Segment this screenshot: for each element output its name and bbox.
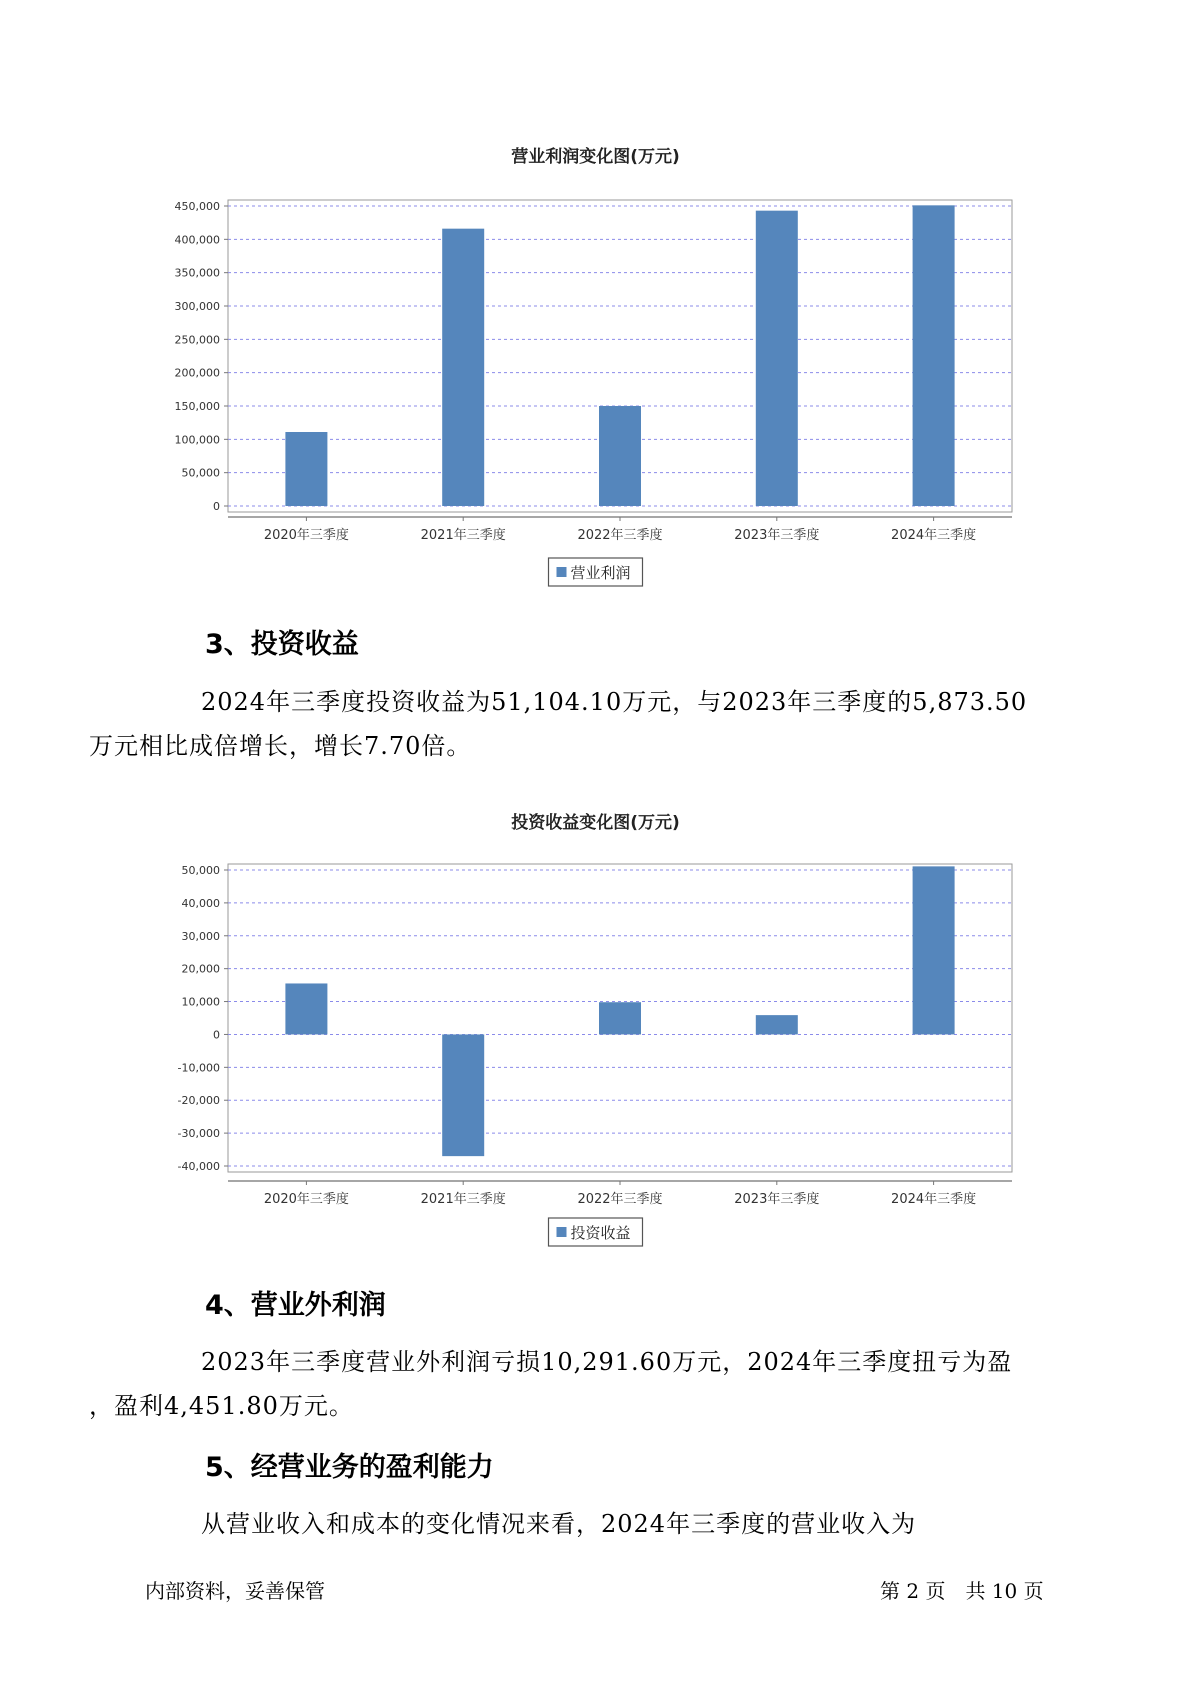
legend-swatch [557,567,567,577]
y-tick-label: 450,000 [174,200,220,213]
operating-profit-chart [0,140,1191,600]
y-tick-label: 0 [213,500,220,513]
y-tick-label: 250,000 [174,333,220,347]
operating-profit-chart-svg [0,140,1191,600]
x-tick-label: 2024年三季度 [891,1192,977,1207]
y-tick-label: 200,000 [174,366,220,380]
section-3-line-1: 2024年三季度投资收益为51,104.10万元，与2023年三季度的5,873.50 [201,688,1028,716]
x-tick-label: 2023年三季度 [734,1192,820,1207]
y-tick-label: -10,000 [177,1061,220,1075]
y-tick-label: 20,000 [181,962,220,976]
x-tick-label: 2020年三季度 [263,528,349,543]
x-tick-label: 2020年三季度 [263,1192,349,1207]
y-tick-label: 30,000 [181,929,220,943]
investment-income-chart-svg [0,800,1191,1260]
y-tick-label: 400,000 [174,233,220,247]
bar [285,983,327,1034]
y-tick-label: -20,000 [177,1094,220,1108]
section-4-line-2: ，盈利4,451.80万元。 [89,1392,354,1420]
section-4-line-1: 2023年三季度营业外利润亏损10,291.60万元，2024年三季度扭亏为盈 [201,1348,1013,1376]
section-3-line-2: 万元相比成倍增长，增长7.70倍。 [89,732,472,760]
bar [756,1015,798,1034]
footer-page-number: 第 2 页 共 10 页 [880,1579,1044,1603]
x-tick-label: 2023年三季度 [734,528,820,543]
bar [442,1034,484,1156]
section-4-heading: 4、营业外利润 [205,1290,386,1321]
bar [913,205,955,506]
section-3-heading: 3、投资收益 [205,629,359,660]
y-tick-label: 40,000 [181,896,220,910]
section-5-paragraph [145,1502,1050,1546]
y-tick-label: -30,000 [177,1127,220,1141]
chart-title: 营业利润变化图(万元) [511,147,680,167]
section-3-paragraph [89,680,1050,768]
x-tick-label: 2022年三季度 [577,528,663,543]
section-4-paragraph [89,1340,1050,1428]
bar [599,1002,641,1034]
investment-income-chart [0,800,1191,1260]
section-5-heading: 5、经营业务的盈利能力 [205,1452,494,1483]
y-tick-label: 50,000 [181,466,220,480]
y-tick-label: 350,000 [174,266,220,280]
x-tick-label: 2021年三季度 [420,1192,506,1207]
y-tick-label: -40,000 [177,1160,220,1173]
legend-label: 投资收益 [570,1224,631,1242]
bar [913,866,955,1034]
bar [285,432,327,506]
y-tick-label: 10,000 [181,995,220,1009]
y-tick-label: 150,000 [174,400,220,413]
legend-label: 营业利润 [570,564,631,582]
x-tick-label: 2024年三季度 [891,528,977,543]
x-tick-label: 2021年三季度 [420,528,506,543]
chart-title: 投资收益变化图(万元) [511,813,680,833]
x-tick-label: 2022年三季度 [577,1192,663,1207]
bar [442,229,484,506]
y-tick-label: 0 [213,1028,220,1042]
bar [756,211,798,506]
y-tick-label: 100,000 [174,433,220,447]
section-5-line-1: 从营业收入和成本的变化情况来看，2024年三季度的营业收入为 [201,1510,917,1538]
footer-confidential: 内部资料，妥善保管 [145,1579,325,1603]
legend-swatch [557,1227,567,1237]
y-tick-label: 50,000 [181,864,220,877]
bar [599,406,641,506]
y-tick-label: 300,000 [174,300,220,313]
